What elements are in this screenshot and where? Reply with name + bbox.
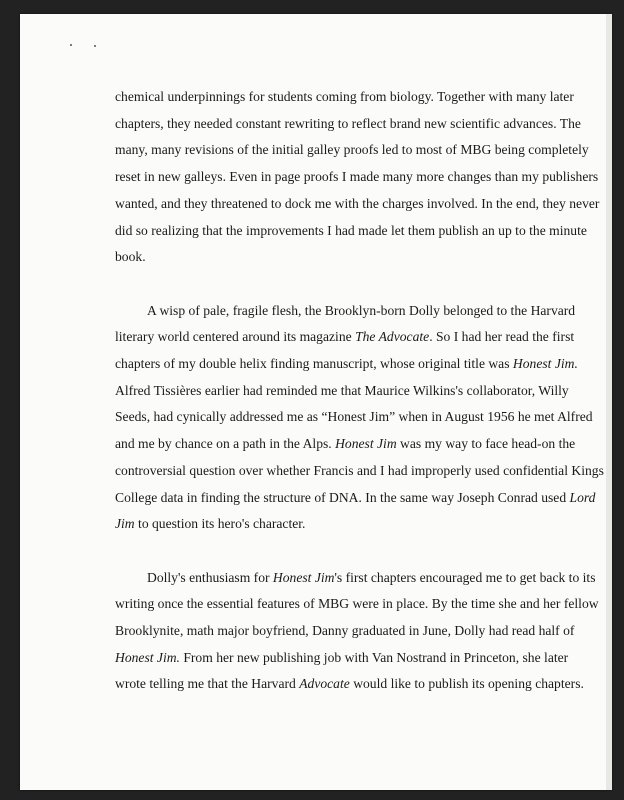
- text-line: [115, 111, 581, 138]
- text-run: Seeds, had cynically addressed me as “Honest Jim” when in August 1956 he met Alfred: [115, 409, 593, 425]
- text-line: [115, 458, 604, 485]
- text-line: [115, 191, 600, 218]
- text-line: [115, 591, 599, 618]
- text-line: [115, 244, 525, 271]
- text-line: [115, 511, 525, 538]
- text-run: Alfred Tissières earlier had reminded me that Maurice Wilkins's collaborator, Willy: [115, 382, 569, 398]
- text-line: [115, 324, 575, 351]
- text-run: book.: [115, 249, 146, 265]
- text-line: [115, 431, 576, 458]
- paragraph: [115, 84, 600, 271]
- text-line: [115, 671, 584, 698]
- scan-speck: [70, 44, 72, 46]
- text-run: wanted, and they threatened to dock me with the charges involved. In the end, they never: [115, 195, 600, 211]
- text-run: many, many revisions of the initial galley proofs led to most of MBG being completely: [115, 142, 589, 158]
- italic-title: Honest Jim: [272, 569, 335, 585]
- italic-title: Jim: [115, 516, 135, 532]
- text-run: From her new publishing job with Van Nostrand in Princeton, she later: [179, 649, 569, 665]
- text-run: controversial question over whether Francis and I had improperly used confidential Kings: [115, 462, 604, 478]
- text-run: writing once the essential features of MBG were in place. By the time she and her fellow: [115, 596, 599, 612]
- text-run: chemical underpinnings for students coming from biology. Together with many later: [115, 89, 574, 104]
- text-run: Brooklynite, math major boyfriend, Danny graduated in June, Dolly had read half of: [115, 623, 575, 639]
- text-line: [115, 565, 596, 592]
- scan-speck: [94, 45, 96, 47]
- text-run: chapters, they needed constant rewriting to reflect brand new scientific advances. The: [115, 115, 581, 131]
- text-line: [115, 84, 574, 111]
- text-line: [115, 645, 569, 672]
- italic-title: Lord: [569, 489, 596, 505]
- italic-title: Honest Jim: [335, 436, 397, 452]
- text-line: [115, 485, 596, 512]
- text-line: [115, 164, 599, 191]
- text-run: to question its hero's character.: [134, 516, 306, 532]
- italic-title: Honest Jim.: [512, 356, 578, 372]
- italic-title: Advocate: [299, 676, 350, 692]
- text-run: . So I had her read the first: [429, 329, 575, 345]
- text-line: [115, 137, 589, 164]
- italic-title: The Advocate: [355, 329, 430, 345]
- text-run: chapters of my double helix finding manuscript, whose original title was: [115, 356, 513, 372]
- text-line: [115, 378, 569, 405]
- italic-title: Honest Jim.: [115, 649, 180, 665]
- text-run: would like to publish its opening chapters.: [349, 676, 584, 692]
- paragraph: [115, 565, 599, 699]
- document-text: [115, 84, 604, 698]
- text-line: [115, 404, 593, 431]
- text-line: [115, 218, 587, 245]
- text-run: was my way to face head-on the: [396, 436, 576, 452]
- text-line: [115, 298, 576, 325]
- text-run: and me by chance on a path in the Alps.: [115, 436, 336, 452]
- text-run: literary world centered around its magazine: [115, 329, 356, 345]
- text-run: Dolly's enthusiasm for: [147, 569, 273, 585]
- text-run: College data in finding the structure of DNA. In the same way Joseph Conrad used: [115, 489, 570, 505]
- text-line: [115, 618, 575, 645]
- text-run: 's first chapters encouraged me to get back to its: [334, 569, 596, 585]
- text-line: [115, 351, 578, 378]
- paragraph: [115, 298, 604, 538]
- text-run: did so realizing that the improvements I had made let them publish an up to the minute: [115, 222, 587, 238]
- text-run: A wisp of pale, fragile flesh, the Brooklyn-born Dolly belonged to the Harvard: [147, 302, 576, 318]
- text-run: reset in new galleys. Even in page proofs I made many more changes than my publishers: [115, 169, 599, 185]
- page-edge: [606, 14, 612, 790]
- text-run: wrote telling me that the Harvard: [115, 676, 300, 692]
